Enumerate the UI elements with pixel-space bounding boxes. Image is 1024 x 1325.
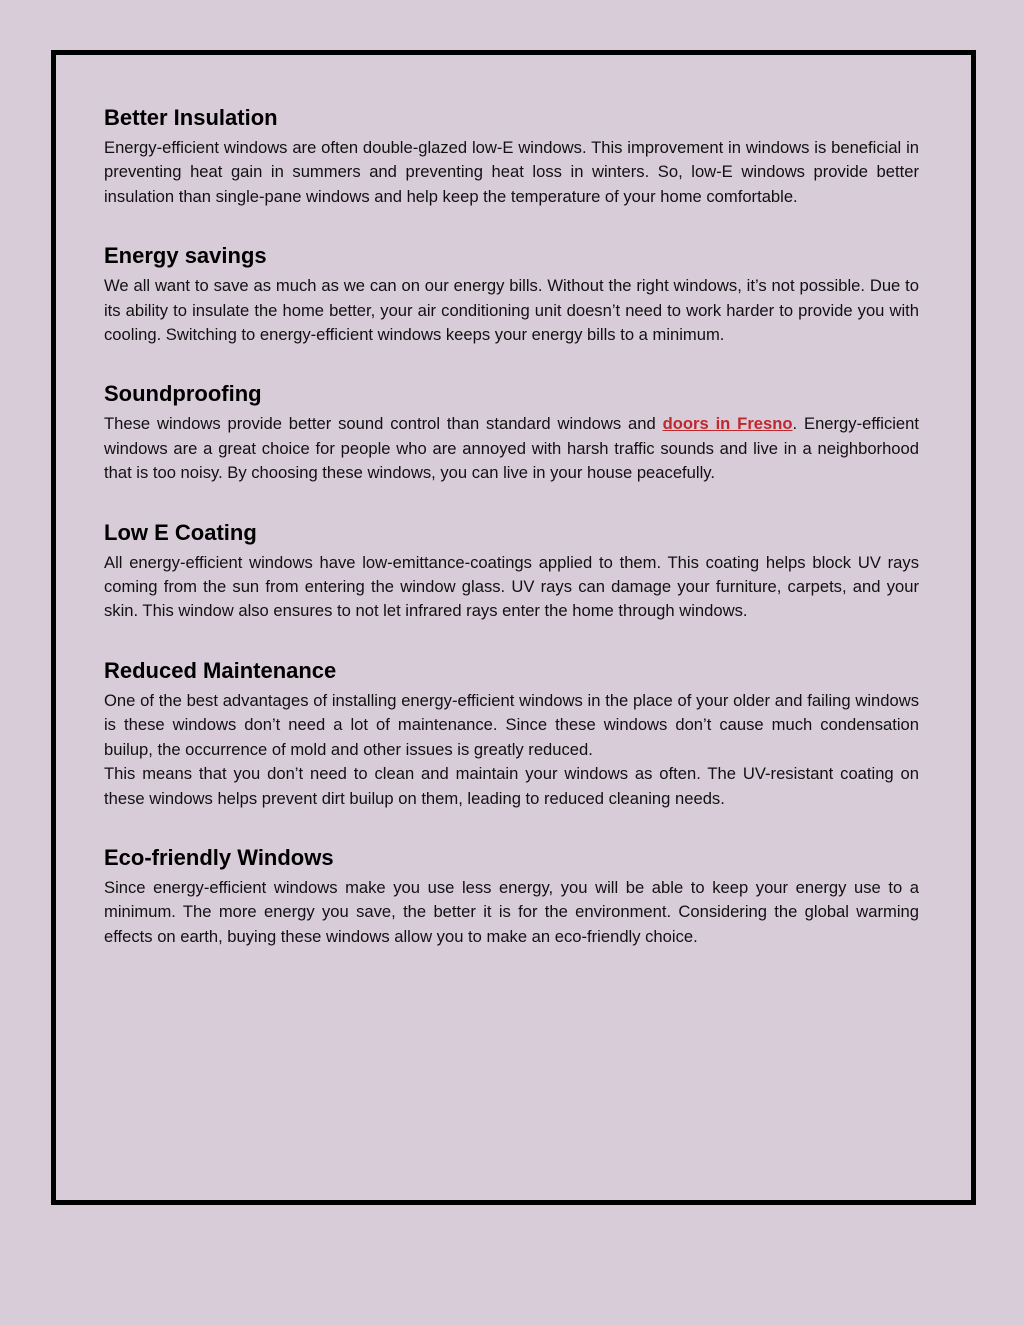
body-text-after-link: . Energy-efficient windows are a great choice for people who are annoyed with harsh traffic sounds and live in a neighborhood that is too noisy. By choosing these windows, you can live in your house peacefully. <box>104 414 919 483</box>
section-low-e-coating <box>104 519 919 624</box>
section-body <box>104 412 919 485</box>
section-heading: Soundproofing <box>104 381 262 407</box>
doors-in-fresno-link[interactable]: doors in Fresno <box>662 414 793 434</box>
section-body: All energy-efficient windows have low-emittance-coatings applied to them. This coating helps block UV rays coming from the sun from entering the window glass. UV rays can damage your furniture, carpets, and your skin. This window also ensures to not let infrared rays enter the home through windows. <box>104 552 919 621</box>
section-body-continued: This means that you don’t need to clean and maintain your windows as often. The UV-resistant coating on these windows helps prevent dirt builup on them, leading to reduced cleaning needs. <box>104 764 919 808</box>
section-heading: Energy savings <box>104 243 267 269</box>
section-heading: Reduced Maintenance <box>104 657 337 683</box>
section-heading: Better Insulation <box>104 105 278 130</box>
section-body: Energy-efficient windows are often double-glazed low-E windows. This improvement in windows is beneficial in preventing heat gain in summers and preventing heat loss in winters. So, low-E windows provide better insulation than single-pane windows and help keep the temperature of your home comfortable. <box>104 138 919 206</box>
section-better-insulation <box>104 104 919 209</box>
section-eco-friendly-windows <box>104 844 919 949</box>
section-energy-savings <box>104 242 919 347</box>
section-heading: Eco-friendly Windows <box>104 844 334 870</box>
section-body: We all want to save as much as we can on our energy bills. Without the right windows, it’s not possible. Due to its ability to insulate the home better, your air conditioning unit doesn’t need to work harder to provide you with cooling. Switching to energy-efficient windows keeps your energy bills to a minimum. <box>104 276 919 345</box>
section-soundproofing <box>104 380 919 485</box>
document-content <box>104 104 919 982</box>
section-body: Since energy-efficient windows make you use less energy, you will be able to keep your energy use to a minimum. The more energy you save, the better it is for the environment. Considering the global warming effects on earth, buying these windows allow you to make an eco-friendly choice. <box>104 877 919 946</box>
section-body: One of the best advantages of installing energy-efficient windows in the place of your older and failing windows is these windows don’t need a lot of maintenance. Since these windows don’t cause much condensation builup, the occurrence of mold and other issues is greatly reduced. <box>104 690 919 759</box>
body-text-before-link: These windows provide better sound control than standard windows and <box>104 414 663 434</box>
section-heading: Low E Coating <box>104 519 257 545</box>
section-reduced-maintenance <box>104 657 919 811</box>
